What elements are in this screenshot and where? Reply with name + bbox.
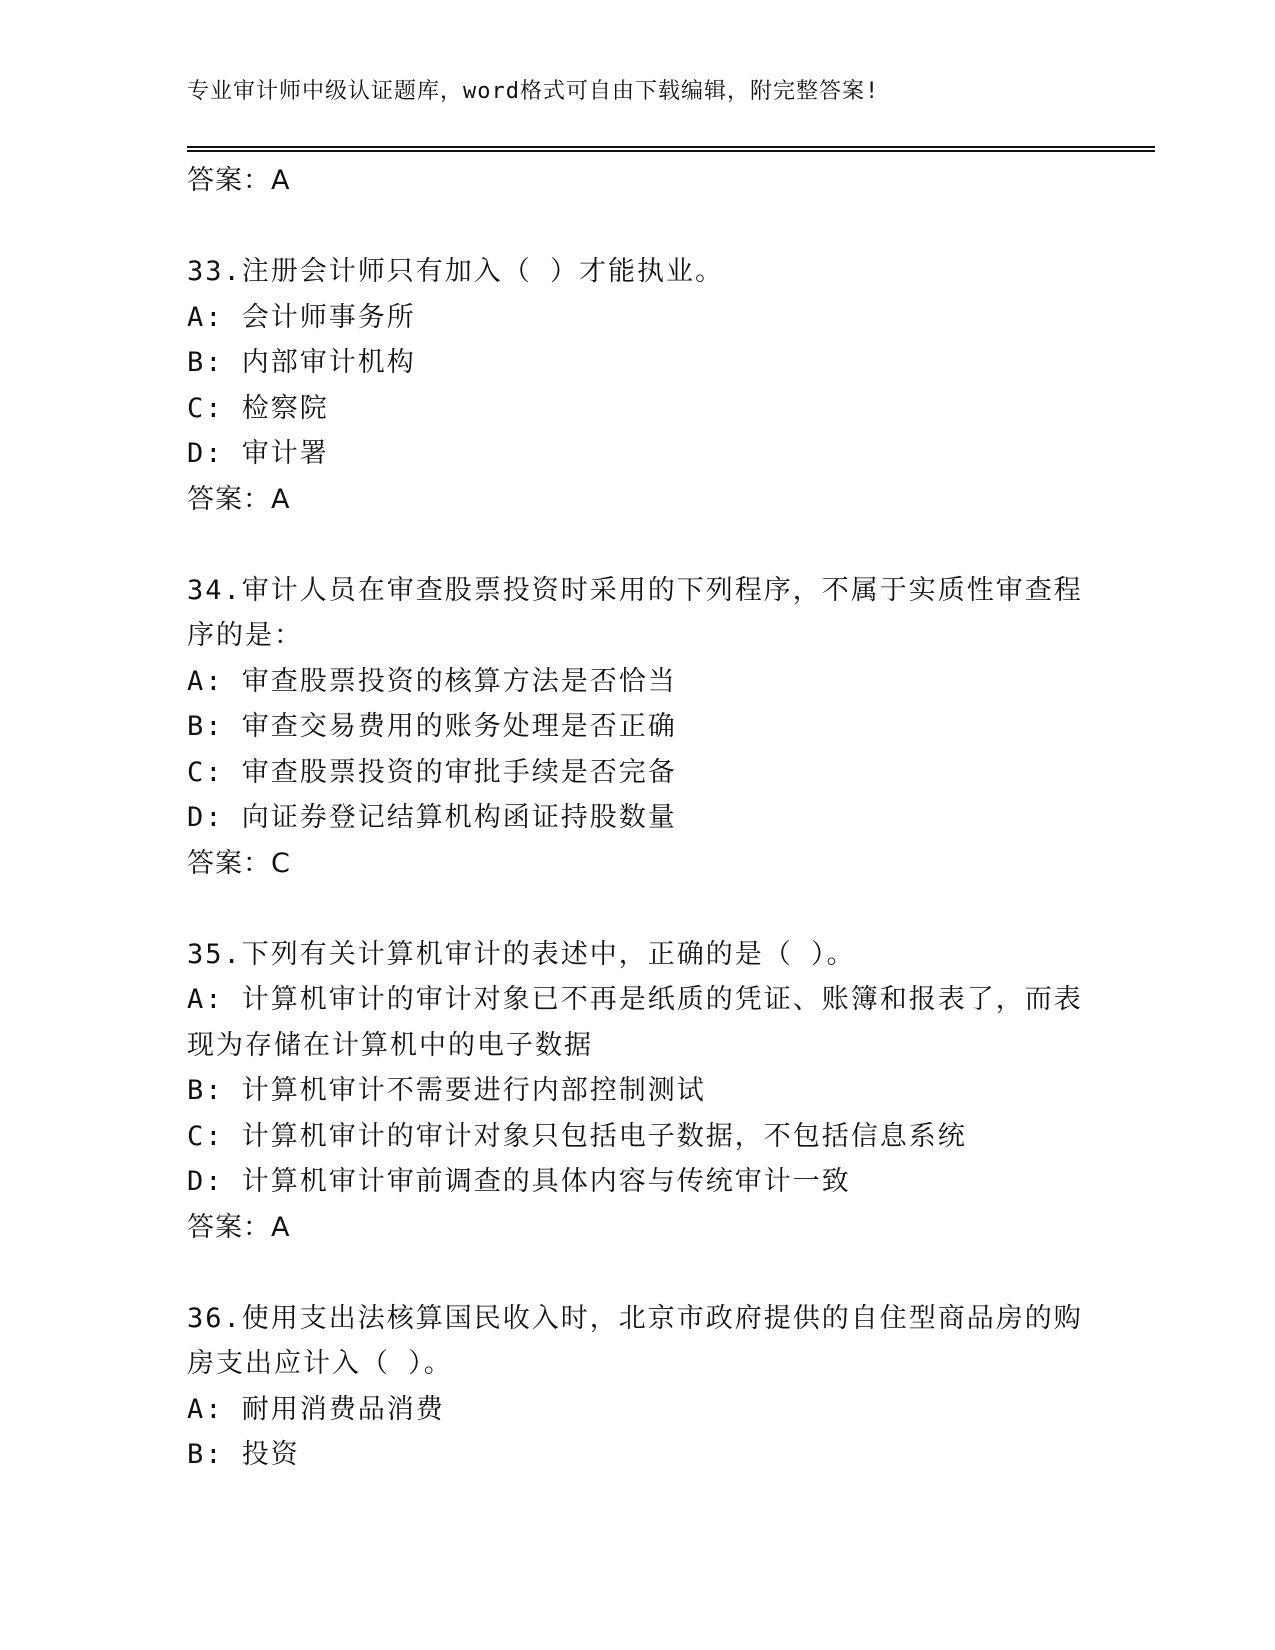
answer-32: 答案：A [187, 165, 291, 196]
answer: 答案：A [187, 483, 291, 515]
question-stem: 33.注册会计师只有加入（ ）才能执业。 [187, 256, 725, 287]
option-d: D: 审计署 [187, 438, 329, 469]
option-b: B: 审查交易费用的账务处理是否正确 [187, 711, 677, 742]
question-stem-line-2: 房支出应计入（ ）。 [187, 1348, 453, 1379]
question-list [187, 158, 1087, 1478]
question-stem-line-2: 序的是： [187, 620, 303, 651]
question-34 [187, 568, 1087, 887]
question-stem: 35.下列有关计算机审计的表述中，正确的是（ ）。 [187, 938, 856, 970]
answer: 答案：C [187, 847, 291, 879]
option-d: D: 向证券登记结算机构函证持股数量 [187, 802, 677, 833]
page-header: 专业审计师中级认证题库，word格式可自由下载编辑，附完整答案! [187, 79, 880, 104]
question-stem-line-1: 34.审计人员在审查股票投资时采用的下列程序，不属于实质性审查程 [187, 574, 1083, 606]
spacer [187, 204, 1087, 250]
option-a-line-2: 现为存储在计算机中的电子数据 [187, 1029, 593, 1061]
answer: 答案：A [187, 1211, 291, 1243]
spacer [187, 1250, 1087, 1296]
option-b: B: 计算机审计不需要进行内部控制测试 [187, 1075, 706, 1106]
option-a: A: 审查股票投资的核算方法是否恰当 [187, 665, 677, 697]
option-b: B: 投资 [187, 1439, 300, 1470]
option-d: D: 计算机审计审前调查的具体内容与传统审计一致 [187, 1166, 851, 1197]
option-c: C: 检察院 [187, 392, 329, 424]
question-33 [187, 249, 1087, 522]
option-c: C: 审查股票投资的审批手续是否完备 [187, 756, 677, 788]
header-divider [187, 146, 1155, 152]
spacer [187, 886, 1087, 932]
option-c: C: 计算机审计的审计对象只包括电子数据，不包括信息系统 [187, 1120, 967, 1152]
option-b: B: 内部审计机构 [187, 347, 416, 378]
question-35 [187, 932, 1087, 1251]
option-a: A: 会计师事务所 [187, 301, 416, 333]
question-stem-line-1: 36.使用支出法核算国民收入时，北京市政府提供的自住型商品房的购 [187, 1302, 1083, 1334]
option-a-line-1: A: 计算机审计的审计对象已不再是纸质的凭证、账簿和报表了，而表 [187, 984, 1083, 1015]
spacer [187, 522, 1087, 568]
question-36 [187, 1296, 1087, 1478]
option-a: A: 耐用消费品消费 [187, 1393, 445, 1425]
